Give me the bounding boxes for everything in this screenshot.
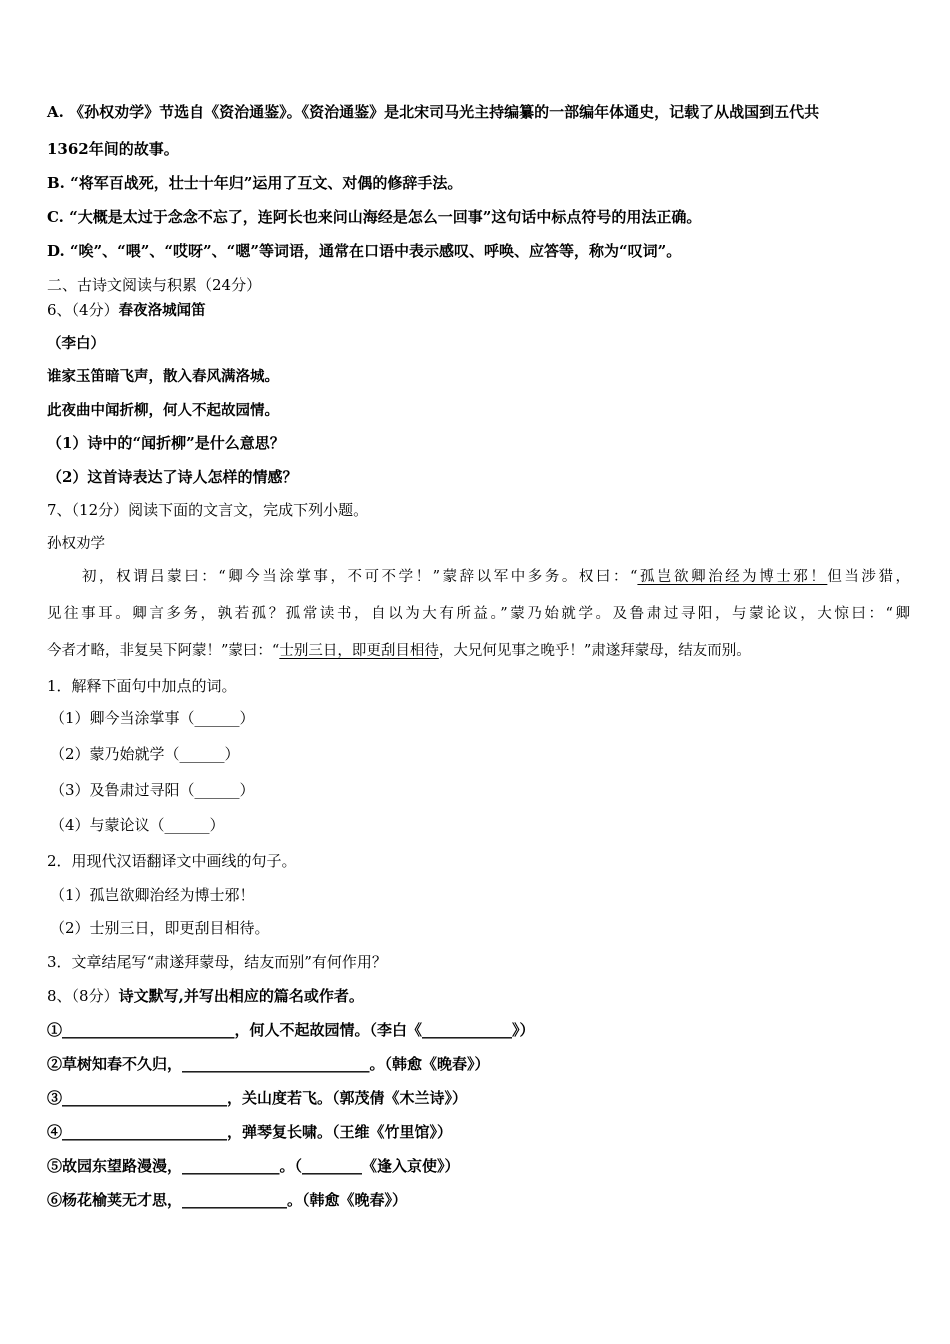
q7-passage-text: 但当涉猎， [827, 569, 911, 585]
q7-sq1-item-4: （4）与蒙论议（______） [50, 816, 225, 834]
q8-title: 诗文默写,并写出相应的篇名或作者。 [118, 987, 364, 1005]
q6-title: 春夜洛城闻笛 [118, 302, 206, 319]
q7-passage-text: ，大兄何见事之晚乎！”肃遂拜蒙母，结友而别。 [438, 643, 751, 659]
q7-subquestion-3: 3．文章结尾写“肃遂拜蒙母，结友而别”有何作用？ [47, 953, 387, 971]
q7-passage-text: 初，权谓吕蒙曰：“卿今当涂掌事，不可不学！”蒙辞以军中多务。权曰：“ [82, 569, 638, 585]
q7-sq2-item-1: （1）孤岂欲卿治经为博士邪！ [50, 886, 255, 904]
q8-item-2: ②草树知春不久归，_________________________。（韩愈《晚春》） [47, 1055, 490, 1073]
q7-sq1-item-3: （3）及鲁肃过寻阳（______） [50, 781, 255, 799]
q6-poem-line-2: 此夜曲中闻折柳，何人不起故园情。 [47, 402, 279, 419]
q7-passage-line-1 [52, 567, 910, 587]
q8-item-6: ⑥杨花榆荚无才思，______________。（韩愈《晚春》） [47, 1191, 408, 1209]
q5-option-a-line1: A. 《孙权劝学》节选自《资治通鉴》。《资治通鉴》是北宋司马光主持编纂的一部编年体通史，记载了从战国到五代共 [47, 103, 820, 121]
q7-subquestion-1: 1．解释下面句中加点的词。 [47, 677, 237, 695]
q6-subquestion-1: （1）诗中的“闻折柳”是什么意思？ [47, 434, 285, 452]
q6-subquestion-2: （2）这首诗表达了诗人怎样的情感？ [47, 468, 298, 486]
q6-prefix: 6、（4分） [47, 301, 119, 319]
q5-option-c: C. “大概是太过于念念不忘了，连阿长也来问山海经是怎么一回事”这句话中标点符号的用法正确。 [47, 208, 702, 226]
q8-header [47, 986, 910, 1006]
q7-header: 7、（12分）阅读下面的文言文，完成下列小题。 [47, 501, 369, 519]
q7-subquestion-2: 2．用现代汉语翻译文中画线的句子。 [47, 852, 297, 870]
q6-poem-line-1: 谁家玉笛暗飞声，散入春风满洛城。 [47, 368, 279, 385]
q7-sq1-item-2: （2）蒙乃始就学（______） [50, 745, 240, 763]
q8-item-3: ③______________________，关山度若飞。（郭茂倩《木兰诗》） [47, 1089, 468, 1107]
section-2-heading: 二、古诗文阅读与积累（24分） [47, 276, 262, 294]
q8-item-5: ⑤故园东望路漫漫，_____________。（________《逢入京使》） [47, 1157, 460, 1175]
q5-option-a-line2: 1362年间的故事。 [47, 140, 179, 158]
q7-passage-line-3 [47, 641, 910, 661]
q7-underlined-sentence-2: 士别三日，即更刮目相待 [279, 643, 439, 659]
q7-sq2-item-2: （2）士别三日，即更刮目相待。 [50, 919, 270, 937]
q7-passage-title: 孙权劝学 [47, 536, 105, 552]
q6-author: （李白） [47, 335, 105, 352]
q8-item-1: ①_______________________，何人不起故园情。（李白《____________》） [47, 1021, 535, 1039]
q8-item-4: ④______________________，弹琴复长啸。（王维《竹里馆》） [47, 1123, 453, 1141]
q7-passage-line-2: 见往事耳。卿言多务，孰若孤？孤常读书，自以为大有所益。”蒙乃始就学。及鲁肃过寻阳，与蒙论议，大惊曰：“卿 [47, 606, 910, 622]
q5-option-b: B. “将军百战死，壮士十年归”运用了互文、对偶的修辞手法。 [47, 174, 463, 192]
q8-prefix: 8、（8分） [47, 987, 119, 1005]
q7-passage-text: 今者才略，非复吴下阿蒙！”蒙曰：“ [47, 643, 280, 659]
q6-header [47, 300, 910, 321]
q7-underlined-sentence-1: 孤岂欲卿治经为博士邪！ [637, 569, 828, 585]
q5-option-d: D. “唉”、“喂”、“哎呀”、“嗯”等词语，通常在口语中表示感叹、呼唤、应答等，称为“叹词”。 [47, 242, 682, 260]
q7-sq1-item-1: （1）卿今当涂掌事（______） [50, 709, 255, 727]
